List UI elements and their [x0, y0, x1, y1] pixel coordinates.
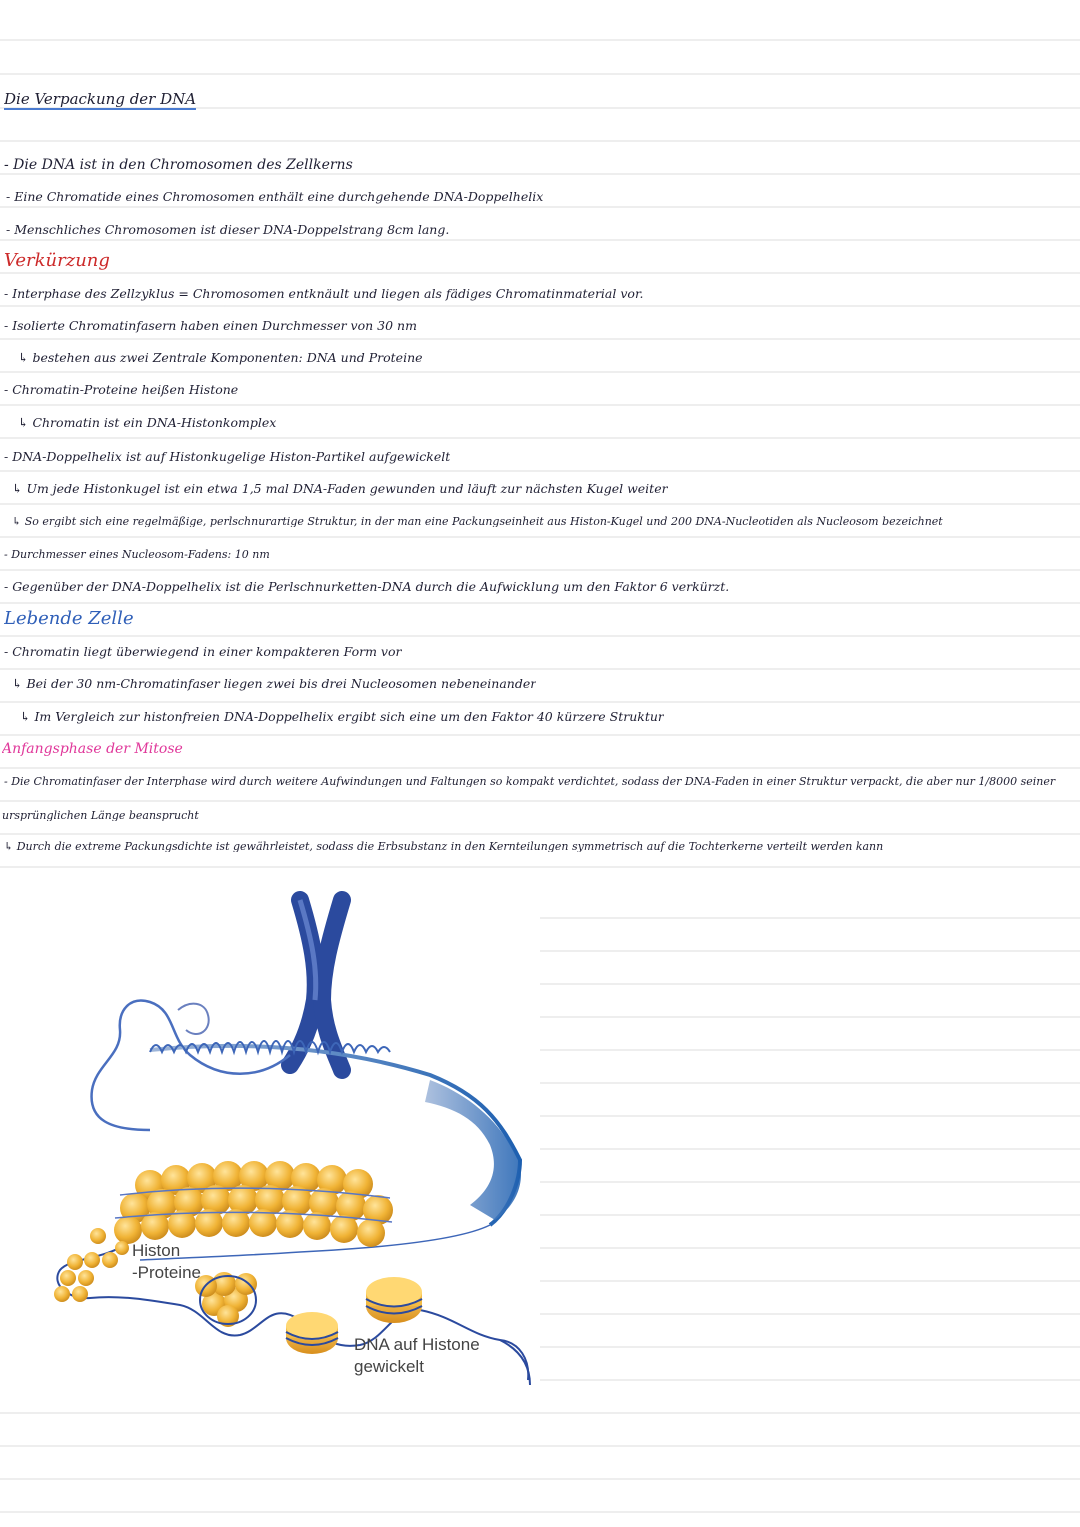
nucleosome-disc-icon — [366, 1277, 422, 1323]
note-line: - DNA-Doppelhelix ist auf Histonkugelige Histon-Partikel aufgewickelt — [4, 451, 451, 464]
dna-packaging-illustration — [0, 880, 560, 1400]
note-line: ↳ Chromatin ist ein DNA-Histonkomplex — [18, 417, 277, 430]
note-line: ↳ Durch die extreme Packungsdichte ist gewährleistet, sodass die Erbsubstanz in den Kernteilungen symmetrisch auf die Tochterkerne verteilt werden kann — [4, 841, 884, 852]
dna-packaging-figure — [0, 880, 560, 1400]
note-line: - Gegenüber der DNA-Doppelhelix ist die Perlschnurketten-DNA durch die Aufwicklung um den Faktor 6 verkürzt. — [4, 581, 730, 594]
note-line: - Die Chromatinfaser der Interphase wird durch weitere Aufwindungen und Faltungen so kompakt verdichtet, sodass der DNA-Faden in einer Struktur verpackt, die aber nur 1/8000 seiner — [4, 776, 1056, 787]
note-line: ↳ So ergibt sich eine regelmäßige, perlschnurartige Struktur, in der man eine Packungseinheit aus Histon-Kugel und 200 DNA-Nucleotiden als Nucleosom bezeichnet — [12, 516, 943, 527]
nucleosome-stack — [114, 1161, 393, 1247]
note-line: - Durchmesser eines Nucleosom-Fadens: 10 nm — [4, 549, 270, 560]
note-line: - Die DNA ist in den Chromosomen des Zellkerns — [4, 158, 353, 172]
label-histone-proteins: Histon -Proteine — [132, 1241, 201, 1282]
note-line: ↳ Bei der 30 nm-Chromatinfaser liegen zwei bis drei Nucleosomen nebeneinander — [12, 678, 537, 691]
nucleosome-disc-icon — [286, 1312, 338, 1354]
heading-verkuerzung: Verkürzung — [4, 252, 110, 270]
heading-mitose: Anfangsphase der Mitose — [2, 742, 183, 756]
note-line: - Chromatin liegt überwiegend in einer kompakteren Form vor — [4, 646, 402, 659]
note-line: - Menschliches Chromosomen ist dieser DNA-Doppelstrang 8cm lang. — [6, 224, 450, 237]
heading-lebende-zelle: Lebende Zelle — [4, 610, 134, 628]
note-line: ↳ bestehen aus zwei Zentrale Komponenten: DNA und Proteine — [18, 352, 423, 365]
note-line: ursprünglichen Länge beansprucht — [2, 810, 199, 821]
note-line: - Interphase des Zellzyklus = Chromosomen entknäult und liegen als fädiges Chromatinmaterial vor. — [4, 288, 644, 301]
label-dna-wrapped: DNA auf Histone gewickelt — [354, 1335, 480, 1376]
note-line: - Eine Chromatide eines Chromosomen enthält eine durchgehende DNA-Doppelhelix — [6, 191, 544, 204]
note-line: - Chromatin-Proteine heißen Histone — [4, 384, 239, 397]
note-line: - Isolierte Chromatinfasern haben einen Durchmesser von 30 nm — [4, 320, 417, 333]
note-line: ↳ Um jede Histonkugel ist ein etwa 1,5 mal DNA-Faden gewunden und läuft zur nächsten Kugel weiter — [12, 483, 668, 496]
note-line: ↳ Im Vergleich zur histonfreien DNA-Doppelhelix ergibt sich eine um den Faktor 40 kürzere Struktur — [20, 711, 664, 724]
page-title: Die Verpackung der DNA — [4, 92, 197, 108]
